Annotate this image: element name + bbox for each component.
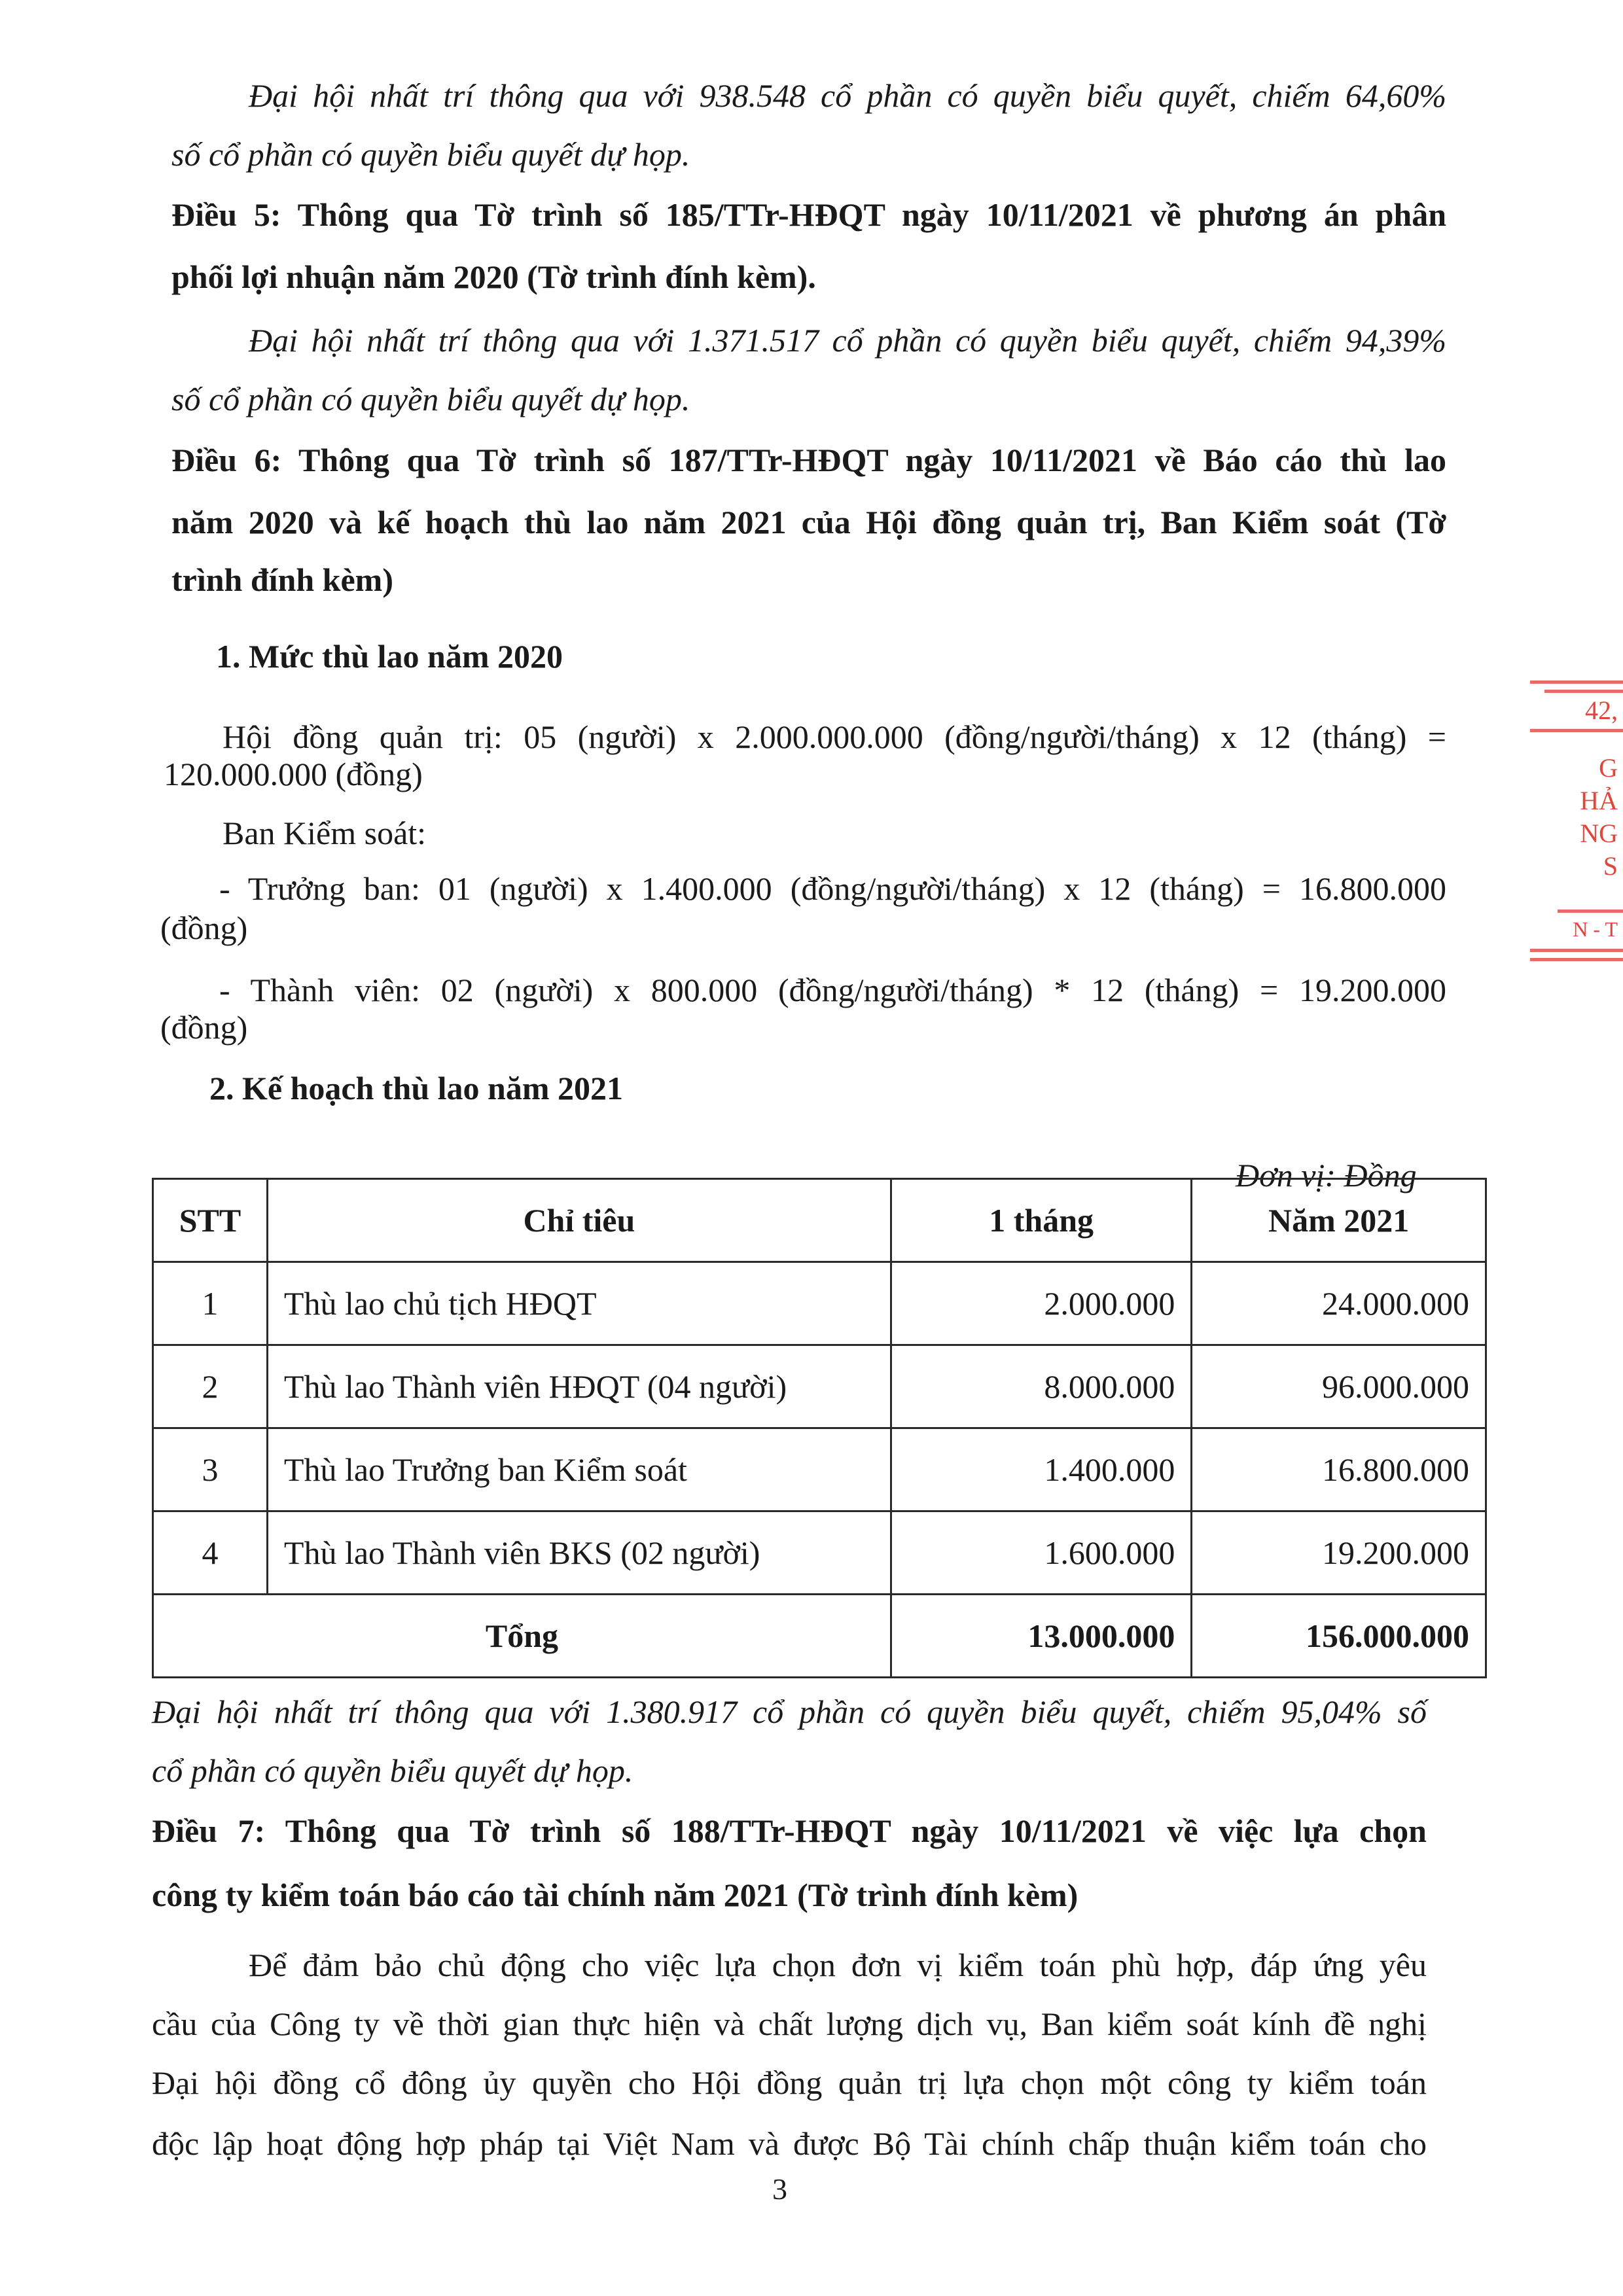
body-paragraph: cầu của Công ty về thời gian thực hiện và chất lượng dịch vụ, Ban kiểm soát kính đề nghị (152, 2005, 1427, 2042)
unit-label: Đơn vị: Đồng (1236, 1157, 1417, 1193)
remuneration-table (152, 1178, 1487, 1678)
article-6-heading: Điều 6: Thông qua Tờ trình số 187/TTr-HĐQT ngày 10/11/2021 về Báo cáo thù lao (171, 442, 1446, 478)
header-1-thang: 1 tháng (891, 1179, 1192, 1262)
total-nam-2021: 156.000.000 (1192, 1595, 1486, 1678)
cell-nam-2021: 16.800.000 (1192, 1428, 1486, 1511)
table-header-row (153, 1179, 1486, 1262)
remuneration-calculation: - Trưởng ban: 01 (người) x 1.400.000 (đồng/người/tháng) x 12 (tháng) = 16.800.000 (219, 870, 1446, 907)
cell-1-thang: 1.400.000 (891, 1428, 1192, 1511)
cell-chi-tieu: Thù lao Thành viên BKS (02 người) (267, 1511, 891, 1595)
article-6-heading: trình đính kèm) (171, 561, 393, 598)
seal-text-fragment: HẢ (1580, 786, 1618, 815)
seal-text-fragment: 42, (1585, 696, 1618, 725)
resolution-approval-text: cổ phần có quyền biểu quyết dự họp. (152, 1752, 633, 1789)
seal-text-fragment: G (1599, 753, 1618, 783)
resolution-approval-text: số cổ phần có quyền biểu quyết dự họp. (171, 381, 690, 417)
cell-1-thang: 8.000.000 (891, 1345, 1192, 1428)
table-row (153, 1262, 1486, 1345)
cell-nam-2021: 19.200.000 (1192, 1511, 1486, 1595)
body-paragraph: độc lập hoạt động hợp pháp tại Việt Nam và được Bộ Tài chính chấp thuận kiểm toán cho (152, 2125, 1427, 2162)
article-5-heading: Điều 5: Thông qua Tờ trình số 185/TTr-HĐQT ngày 10/11/2021 về phương án phân (171, 196, 1446, 233)
article-5-heading: phối lợi nhuận năm 2020 (Tờ trình đính kèm). (171, 258, 816, 295)
resolution-approval-text: Đại hội nhất trí thông qua với 938.548 cổ phần có quyền biểu quyết, chiếm 64,60% (249, 77, 1446, 114)
remuneration-calculation: (đồng) (160, 1009, 248, 1046)
table-row (153, 1428, 1486, 1511)
table-total-row (153, 1595, 1486, 1678)
cell-1-thang: 1.600.000 (891, 1511, 1192, 1595)
cell-nam-2021: 24.000.000 (1192, 1262, 1486, 1345)
seal-text-fragment: NG (1580, 819, 1618, 848)
remuneration-calculation: (đồng) (160, 910, 248, 946)
seal-text-fragment: S (1603, 851, 1618, 881)
section-2-heading: 2. Kế hoạch thù lao năm 2021 (209, 1070, 624, 1106)
cell-chi-tieu: Thù lao chủ tịch HĐQT (267, 1262, 891, 1345)
article-7-heading: công ty kiểm toán báo cáo tài chính năm 2021 (Tờ trình đính kèm) (152, 1877, 1079, 1913)
header-stt: STT (153, 1179, 268, 1262)
resolution-approval-text: Đại hội nhất trí thông qua với 1.371.517 cổ phần có quyền biểu quyết, chiếm 94,39% (249, 322, 1446, 359)
cell-stt: 4 (153, 1511, 268, 1595)
cell-stt: 2 (153, 1345, 268, 1428)
header-nam-2021: Năm 2021 (1192, 1179, 1486, 1262)
table-row (153, 1345, 1486, 1428)
cell-stt: 1 (153, 1262, 268, 1345)
section-1-heading: 1. Mức thù lao năm 2020 (216, 638, 563, 675)
supervisory-board-label: Ban Kiểm soát: (223, 815, 427, 851)
remuneration-calculation: Hội đồng quản trị: 05 (người) x 2.000.000.000 (đồng/người/tháng) x 12 (tháng) = (223, 718, 1446, 755)
remuneration-calculation: 120.000.000 (đồng) (164, 756, 423, 792)
body-paragraph: Để đảm bảo chủ động cho việc lựa chọn đơn vị kiểm toán phù hợp, đáp ứng yêu (249, 1947, 1427, 1983)
cell-chi-tieu: Thù lao Thành viên HĐQT (04 người) (267, 1345, 891, 1428)
cell-chi-tieu: Thù lao Trưởng ban Kiểm soát (267, 1428, 891, 1511)
total-label: Tổng (153, 1595, 891, 1678)
cell-nam-2021: 96.000.000 (1192, 1345, 1486, 1428)
total-1-thang: 13.000.000 (891, 1595, 1192, 1678)
cell-1-thang: 2.000.000 (891, 1262, 1192, 1345)
cell-stt: 3 (153, 1428, 268, 1511)
seal-text-fragment: N - T (1573, 917, 1618, 941)
resolution-approval-text: Đại hội nhất trí thông qua với 1.380.917 cổ phần có quyền biểu quyết, chiếm 95,04% số (152, 1693, 1427, 1730)
article-7-heading: Điều 7: Thông qua Tờ trình số 188/TTr-HĐQT ngày 10/11/2021 về việc lựa chọn (152, 1812, 1427, 1849)
red-seal-fragment (1530, 680, 1623, 968)
page-number: 3 (772, 2172, 787, 2206)
article-6-heading: năm 2020 và kế hoạch thù lao năm 2021 của Hội đồng quản trị, Ban Kiểm soát (Tờ (171, 504, 1446, 540)
body-paragraph: Đại hội đồng cổ đông ủy quyền cho Hội đồng quản trị lựa chọn một công ty kiểm toán (152, 2064, 1427, 2101)
table-row (153, 1511, 1486, 1595)
header-chi-tieu: Chỉ tiêu (267, 1179, 891, 1262)
resolution-approval-text: số cổ phần có quyền biểu quyết dự họp. (171, 136, 690, 173)
remuneration-calculation: - Thành viên: 02 (người) x 800.000 (đồng/người/tháng) * 12 (tháng) = 19.200.000 (219, 972, 1446, 1008)
